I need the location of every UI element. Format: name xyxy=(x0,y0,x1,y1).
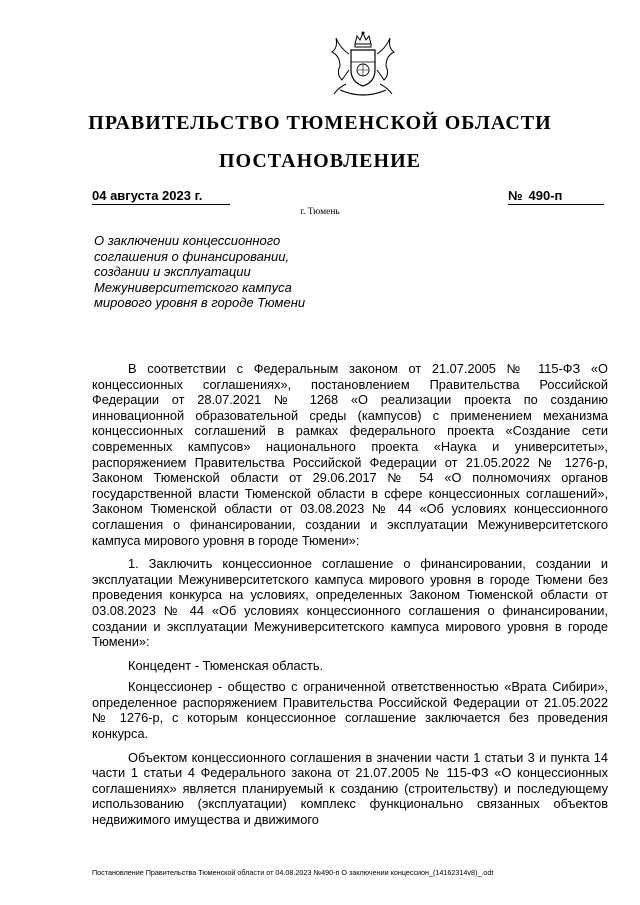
subject-line: соглашения о финансировании, xyxy=(94,248,290,264)
clause-1-paragraph: 1. Заключить концессионное соглашение о финансировании, создании и эксплуатации Межуниверситетского кампуса мирового уровня в городе Тюмени без проведения конкурса на условиях, определенных Законом Тюменской области от 03.08.2023 № 44 «Об условиях концессионного соглашения о финансировании, создании и эксплуатации Межуниверситетского кампуса мирового уровня в городе Тюмени»: xyxy=(92,556,608,650)
subject-line: создании и эксплуатации xyxy=(94,264,251,279)
organization-title: ПРАВИТЕЛЬСТВО ТЮМЕНСКОЙ ОБЛАСТИ xyxy=(88,112,552,134)
coat-of-arms-emblem xyxy=(318,30,408,100)
number-sign: № xyxy=(508,188,523,203)
file-footer: Постановление Правительства Тюменской области от 04.08.2023 №490-п О заключении концессион_(14162314v8)_.odt xyxy=(92,868,494,877)
document-type-title: ПОСТАНОВЛЕНИЕ xyxy=(219,150,421,172)
concessionaire-paragraph: Концессионер - общество с ограниченной ответственностью «Врата Сибири», определенное распоряжением Правительства Российской Федерации от 21.05.2022 № 1276-р, с которым концессионное соглашение заключается без проведения конкурса. xyxy=(92,679,608,742)
subject-line: Межуниверситетского кампуса xyxy=(94,279,292,295)
grantor-paragraph: Концедент - Тюменская область. xyxy=(128,657,324,673)
document-subject xyxy=(94,233,354,311)
subject-line: О заключении концессионного xyxy=(94,233,281,248)
document-date: 04 августа 2023 г. xyxy=(92,188,230,205)
document-number: 490-п xyxy=(528,188,563,203)
object-paragraph: Объектом концессионного соглашения в значении части 1 статьи 3 и пункта 14 части 1 статьи 4 Федерального закона от 21.07.2005 № 115-ФЗ «О концессионных соглашениях» является планируемый к созданию (строительству) и последующему использованию (эксплуатации) комплекс функционально связанных объектов недвижимого имущества и движимого xyxy=(92,749,608,828)
preamble-paragraph: В соответствии с Федеральным законом от 21.07.2005 № 115-ФЗ «О концессионных соглашениях», постановлением Правительства Российской Федерации от 28.07.2021 № 1268 «О реализации проекта по созданию инновационной образовательной среды (кампусов) с применением механизма концессионных соглашений в рамках федерального проекта «Создание сети современных кампусов» национального проекта «Наука и университеты», распоряжением Правительства Российской Федерации от 21.05.2022 № 1276-р, Законом Тюменской области от 29.06.2017 № 54 «О полномочиях органов государственной власти Тюменской области в сфере концессионных соглашений», Законом Тюменской области от 03.08.2023 № 44 «Об условиях концессионного соглашения о финансировании, создании и эксплуатации Межуниверситетского кампуса мирового уровня в городе Тюмени»: xyxy=(92,361,608,548)
subject-line: мирового уровня в городе Тюмени xyxy=(94,295,306,310)
document-number-field xyxy=(508,188,604,205)
document-body xyxy=(92,361,608,836)
city-name: г. Тюмень xyxy=(300,207,340,217)
